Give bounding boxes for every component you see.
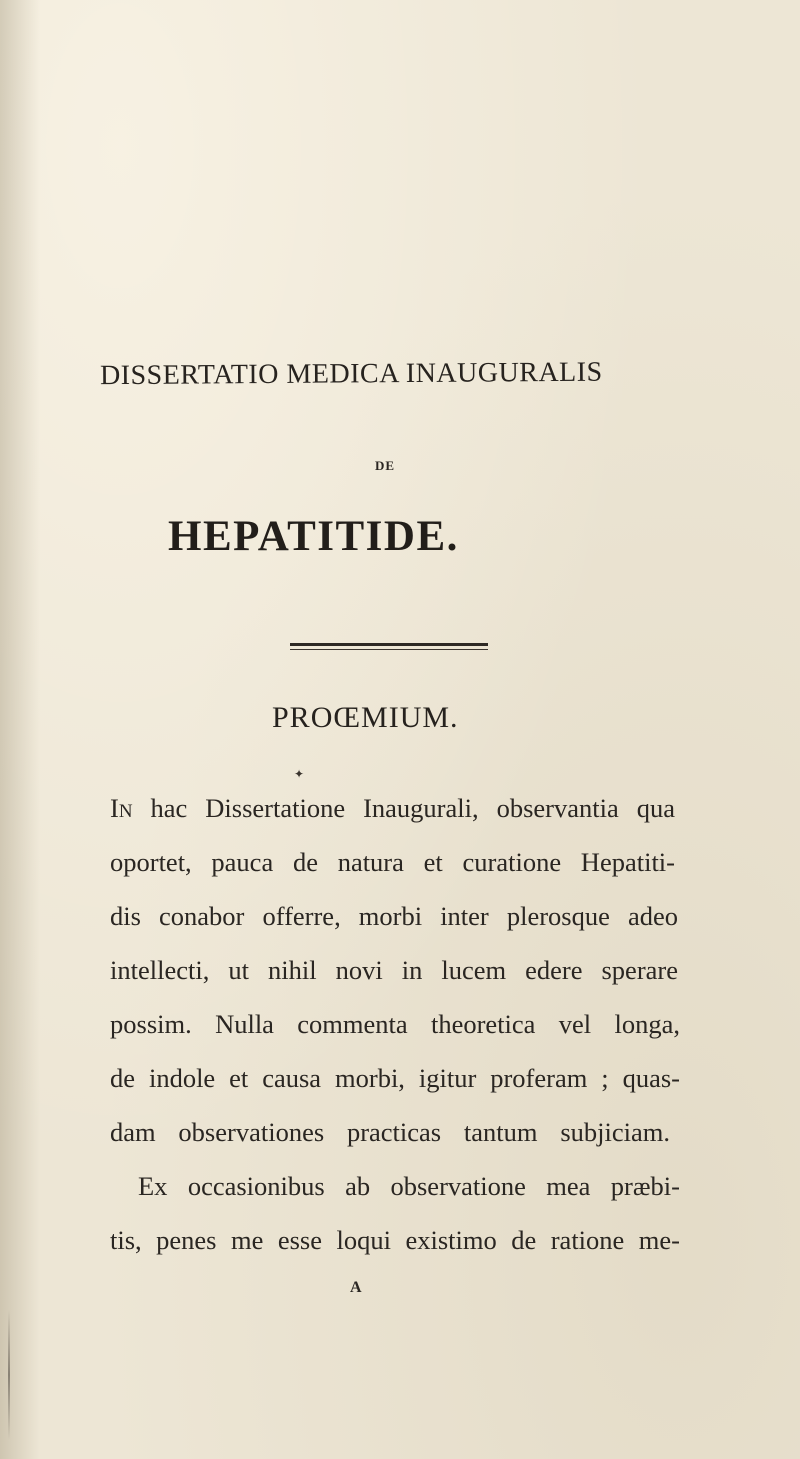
paragraph-line: de indole et causa morbi, igitur proferam ; quas-: [110, 1063, 680, 1093]
dissertation-subject: HEPATITIDE.: [168, 513, 459, 560]
paragraph-line: [110, 793, 675, 824]
paragraph-line-text: hac Dissertatione Inaugurali, observantia qua: [132, 793, 675, 823]
title-connector: DE: [374, 458, 396, 473]
paragraph-line: dis conabor offerre, morbi inter plerosque adeo: [110, 901, 678, 931]
paragraph-line: intellecti, ut nihil novi in lucem edere sperare: [110, 955, 678, 985]
paragraph-line: Ex occasionibus ab observatione mea præbi-: [138, 1171, 680, 1201]
title-rule-thick: [290, 643, 488, 646]
dissertation-title: DISSERTATIO MEDICA INAUGURALIS: [99, 356, 603, 392]
title-rule-thin: [290, 649, 488, 650]
paragraph-line: tis, penes me esse loqui existimo de ratione me-: [110, 1225, 680, 1255]
drop-word: In: [110, 793, 133, 823]
title-rule: [290, 643, 488, 650]
paragraph-line: oportet, pauca de natura et curatione Hepatiti-: [110, 847, 675, 877]
paragraph-line: dam observationes practicas tantum subjiciam.: [110, 1117, 670, 1147]
page-gutter-shadow: [0, 0, 40, 1459]
paragraph-line: possim. Nulla commenta theoretica vel longa,: [110, 1009, 680, 1039]
signature-mark: A: [350, 1279, 362, 1296]
section-heading: PROŒMIUM.: [272, 701, 459, 734]
ornament-icon: ✦: [294, 767, 305, 781]
page-edge-mark: [8, 1310, 10, 1440]
